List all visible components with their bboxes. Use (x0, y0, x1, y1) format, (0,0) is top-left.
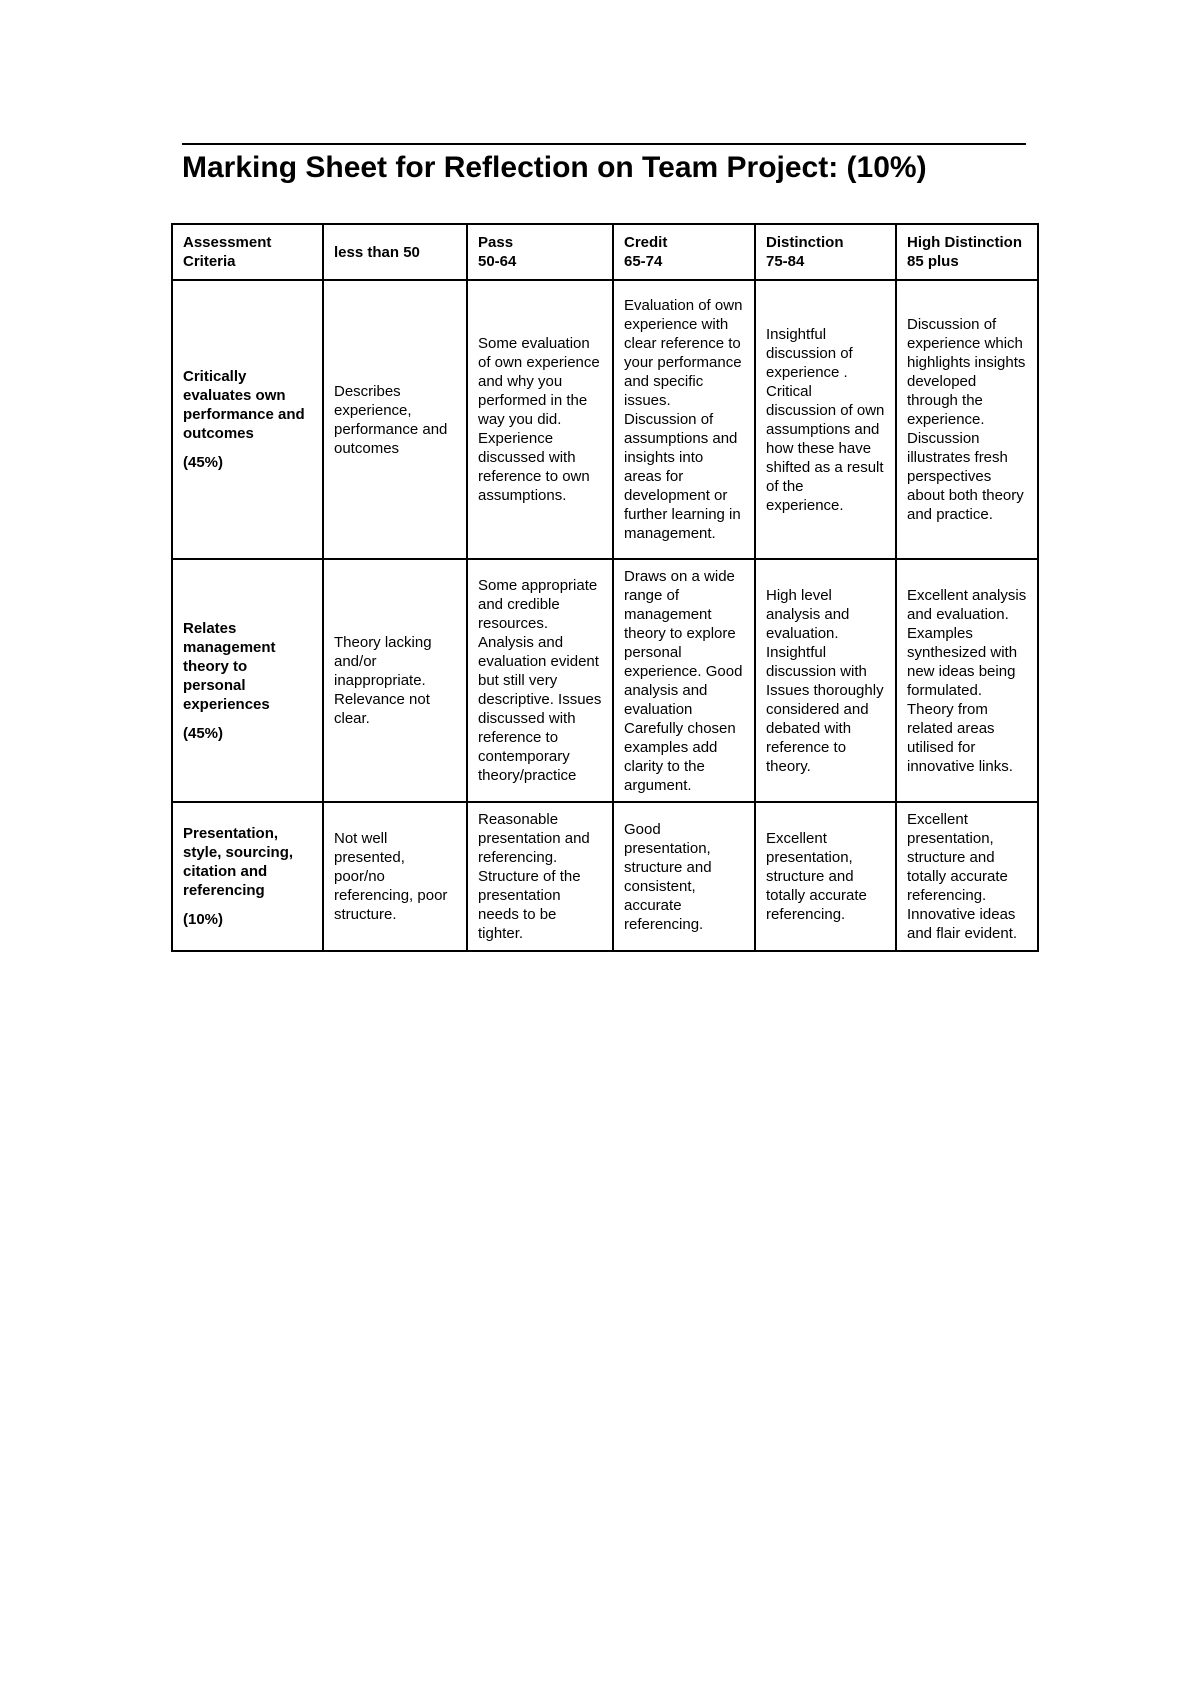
table-row (172, 280, 1038, 559)
grade-cell-fail: Not well presented, poor/no referencing, poor structure. (323, 802, 467, 951)
grade-cell-high-distinction: Discussion of experience which highlights insights developed through the experience. Discussion illustrates fresh perspectives about both theory and practice. (896, 280, 1038, 559)
header-range: 75-84 (766, 253, 805, 270)
criterion-cell (172, 559, 323, 802)
table-row (172, 559, 1038, 802)
criterion-cell (172, 280, 323, 559)
criterion-cell (172, 802, 323, 951)
grade-cell-high-distinction: Excellent analysis and evaluation. Examples synthesized with new ideas being formulated. Theory from related areas utilised for innovative links. (896, 559, 1038, 802)
header-cell-credit (613, 224, 755, 280)
grade-cell-high-distinction: Excellent presentation, structure and totally accurate referencing. Innovative ideas and flair evident. (896, 802, 1038, 951)
header-range: less than 50 (334, 243, 420, 261)
criterion-weight: (45%) (183, 724, 224, 742)
grade-cell-distinction: Excellent presentation, structure and totally accurate referencing. (755, 802, 896, 951)
criterion-name: Presentation, style, sourcing, citation and referencing (183, 825, 294, 899)
grade-cell-distinction: Insightful discussion of experience . Critical discussion of own assumptions and how these have shifted as a result of the experience. (755, 280, 896, 559)
criterion-weight: (10%) (183, 911, 224, 928)
grade-cell-distinction: High level analysis and evaluation. Insightful discussion with Issues thoroughly considered and debated with reference to theory. (755, 559, 896, 802)
grade-cell-credit: Good presentation, structure and consistent, accurate referencing. (613, 802, 755, 951)
table-row (172, 802, 1038, 951)
grade-cell-credit: Draws on a wide range of management theory to explore personal experience. Good analysis and evaluation Carefully chosen examples add clarity to the argument. (613, 559, 755, 802)
grade-cell-pass: Some appropriate and credible resources. Analysis and evaluation evident but still very descriptive. Issues discussed with reference to contemporary theory/practice (467, 559, 613, 802)
criterion-name: Critically evaluates own performance and outcomes (183, 368, 305, 442)
header-label: Distinction (766, 234, 844, 251)
grade-cell-fail: Theory lacking and/or inappropriate. Relevance not clear. (323, 559, 467, 802)
header-label: Credit (624, 234, 668, 251)
marking-rubric-table (171, 223, 1039, 952)
grade-cell-pass: Reasonable presentation and referencing. Structure of the presentation needs to be tighter. (467, 802, 613, 951)
header-cell-fail (323, 224, 467, 280)
header-cell-pass (467, 224, 613, 280)
header-label: High Distinction (907, 234, 1022, 251)
header-cell-criteria (172, 224, 323, 280)
header-cell-high-distinction (896, 224, 1038, 280)
header-row (172, 224, 1038, 280)
header-label: Pass (478, 234, 514, 251)
title-rule (182, 143, 1026, 145)
grade-cell-credit: Evaluation of own experience with clear reference to your performance and specific issues. Discussion of assumptions and insights into areas for development or further learning in management. (613, 280, 755, 559)
criterion-name: Relates management theory to personal experiences (183, 619, 276, 713)
header-range: 65-74 (624, 253, 663, 270)
header-range: 85 plus (907, 253, 959, 270)
header-cell-distinction (755, 224, 896, 280)
header-range: 50-64 (478, 253, 517, 270)
grade-cell-pass: Some evaluation of own experience and why you performed in the way you did. Experience discussed with reference to own assumptions. (467, 280, 613, 559)
grade-cell-fail: Describes experience, performance and outcomes (323, 280, 467, 559)
document-title: Marking Sheet for Reflection on Team Project: (10%) (182, 151, 927, 184)
header-label: Assessment Criteria (183, 234, 272, 270)
criterion-weight: (45%) (183, 454, 224, 471)
